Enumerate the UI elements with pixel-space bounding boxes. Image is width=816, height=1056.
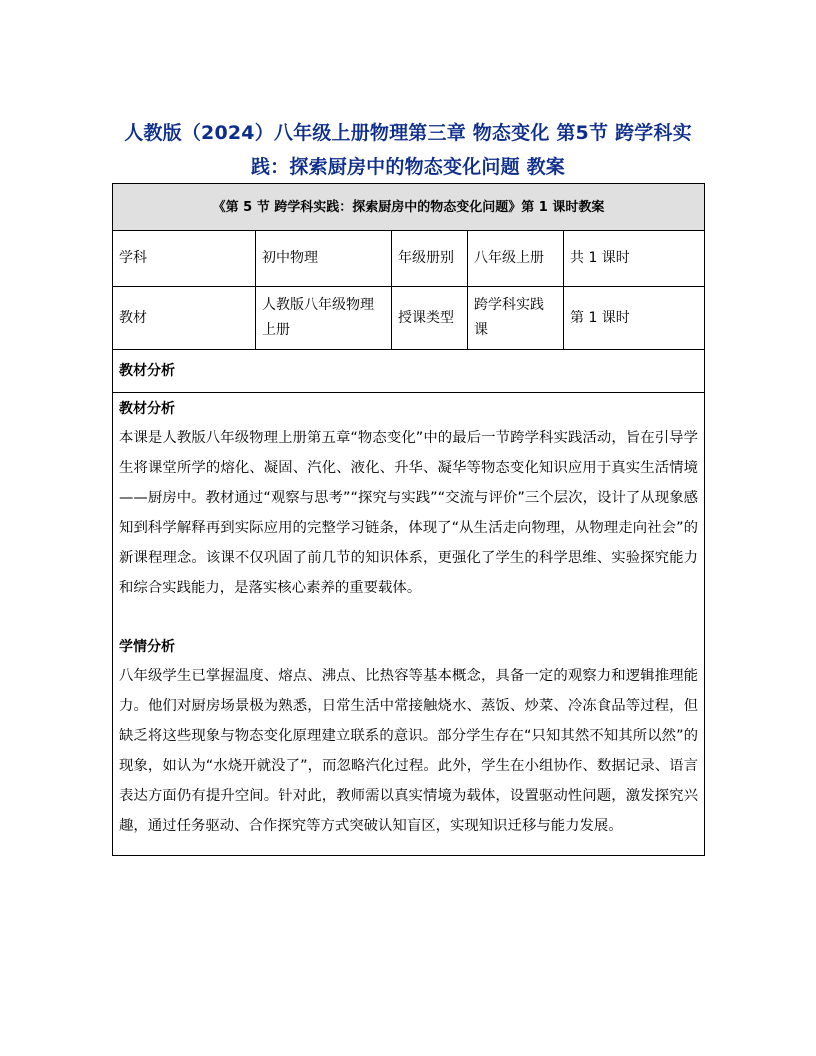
info-row-textbook <box>113 287 705 350</box>
subject-label: 学科 <box>113 231 256 287</box>
document-title: 人教版（2024）八年级上册物理第三章 物态变化 第5节 跨学科实践：探索厨房中的物态变化问题 教案 <box>124 122 692 178</box>
textbook-label: 教材 <box>113 287 256 350</box>
subject-value: 初中物理 <box>256 231 392 287</box>
table-header: 《第 5 节 跨学科实践：探索厨房中的物态变化问题》第 1 课时教案 <box>113 184 705 231</box>
table-header-row <box>113 184 705 231</box>
textbook-analysis-text: 本课是人教版八年级物理上册第五章“物态变化”中的最后一节跨学科实践活动，旨在引导学生将课堂所学的熔化、凝固、汽化、液化、升华、凝华等物态变化知识应用于真实生活情境——厨房中。教材通过“观察与思考”“探究与实践”“交流与评价”三个层次，设计了从现象感知到科学解释再到实际应用的完整学习链条，体现了“从生活走向物理，从物理走向社会”的新课程理念。该课不仅巩固了前几节的知识体系，更强化了学生的科学思维、实验探究能力和综合实践能力，是落实核心素养的重要载体。 <box>119 430 699 596</box>
analysis-row <box>113 393 705 856</box>
analysis-cell <box>113 393 705 856</box>
textbook-analysis-heading: 教材分析 <box>119 401 175 417</box>
lesson-type-value: 跨学科实践课 <box>468 287 564 350</box>
lesson-type-label: 授课类型 <box>392 287 468 350</box>
info-row-subject <box>113 231 705 287</box>
section-heading: 教材分析 <box>113 350 705 393</box>
learner-analysis-text: 八年级学生已掌握温度、熔点、沸点、比热容等基本概念，具备一定的观察力和逻辑推理能力。他们对厨房场景极为熟悉，日常生活中常接触烧水、蒸饭、炒菜、冷冻食品等过程，但缺乏将这些现象与物态变化原理建立联系的意识。部分学生存在“只知其然不知其所以然”的现象，如认为“水烧开就没了”，而忽略汽化过程。此外，学生在小组协作、数据记录、语言表达方面仍有提升空间。针对此，教师需以真实情境为载体，设置驱动性问题，激发探究兴趣，通过任务驱动、合作探究等方式突破认知盲区，实现知识迁移与能力发展。 <box>119 668 699 834</box>
lesson-number: 第 1 课时 <box>564 287 705 350</box>
learner-analysis-heading: 学情分析 <box>119 639 175 655</box>
textbook-value: 人教版八年级物理上册 <box>256 287 392 350</box>
grade-value: 八年级上册 <box>468 231 564 287</box>
section-heading-row <box>113 350 705 393</box>
grade-label: 年级册别 <box>392 231 468 287</box>
paragraph-spacer <box>119 603 698 633</box>
lesson-plan-table <box>112 183 705 856</box>
total-hours: 共 1 课时 <box>564 231 705 287</box>
